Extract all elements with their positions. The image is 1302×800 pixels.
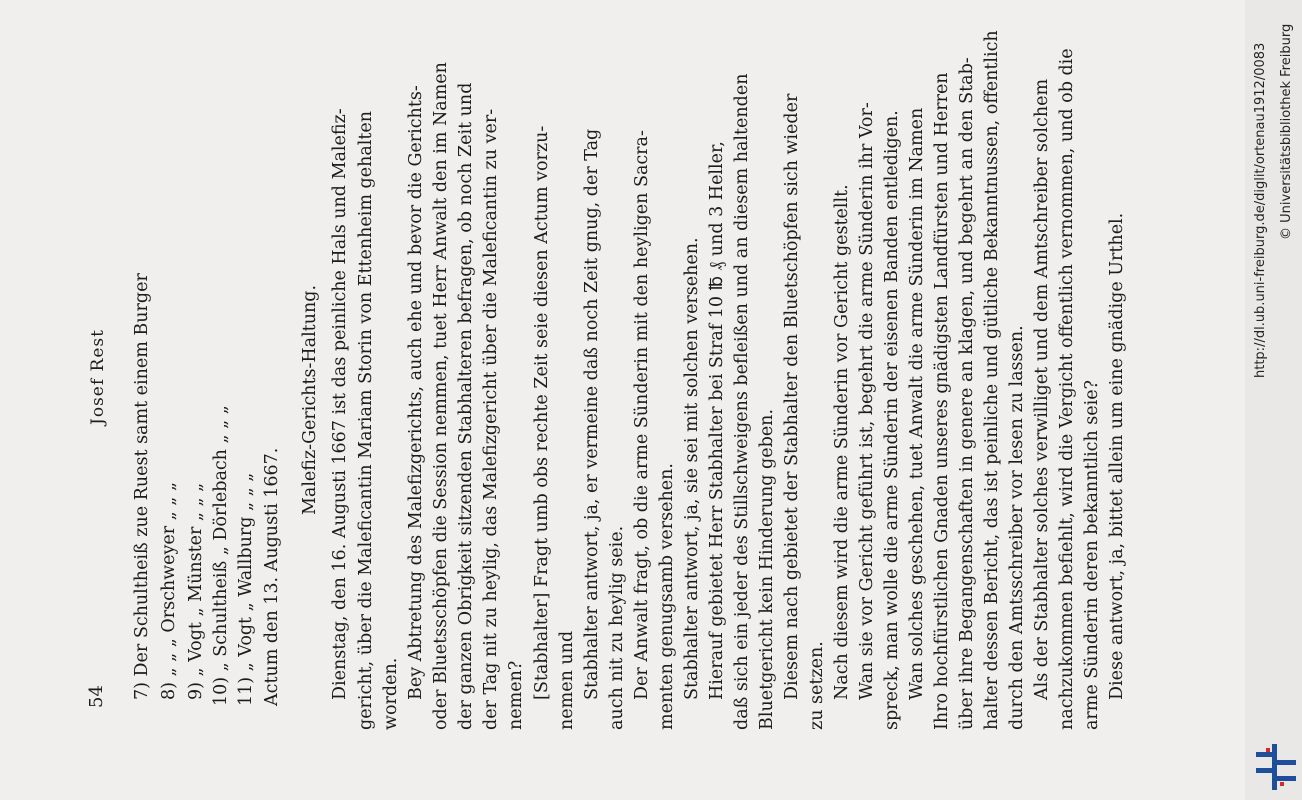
- text-line: spreck, man wolle die arme Sünderin der eisenen Banden entledigen.: [882, 110, 902, 730]
- text-line: über ihre Begangenschaften in genere an klagen, und begehrt an den Stab-: [957, 57, 977, 730]
- text-line: Diesem nach gebietet der Stabhalter den Bluetschöpfen sich wieder: [782, 93, 802, 700]
- text-line: oder Bluetsschöpfen die Session nemmen, tuet Herr Anwalt den im Namen: [431, 62, 451, 730]
- text-line: 11) „ Vogt „ Wallburg „ „ „: [236, 472, 256, 706]
- text-line: Wan sie vor Gericht geführt ist, begehrt die arme Sünderin ihr Vor-: [857, 102, 877, 700]
- text-line: Nach diesem wird die arme Sünderin vor Gericht gestellt.: [832, 184, 852, 700]
- text-line: der ganzen Obrigkeit sitzenden Stabhalteren befragen, ob noch Zeit und: [456, 82, 476, 730]
- text-line: 8) „ „ „ Orschweyer „ „ „: [159, 481, 179, 700]
- text-line: halter dessen Bericht, das ist peinliche und gütliche Bekanntnussen, offentlich: [982, 30, 1002, 730]
- text-line: Als der Stabhalter solches verwilliget und dem Amtschreiber solchem: [1032, 78, 1052, 700]
- text-line: Der Anwalt fragt, ob die arme Sünderin mit den heyligen Sacra-: [632, 130, 652, 700]
- text-line: Diese antwort, ja, bittet allein um eine gnädige Urthel.: [1107, 212, 1127, 700]
- text-line: nachzukommen befiehlt, wird die Vergicht offentlich vernommen, und ob die: [1057, 48, 1077, 730]
- text-line: Bluetgericht kein Hinderung geben.: [757, 408, 777, 730]
- text-line: [Stabhalter] Fragt umb obs rechte Zeit seie diesen Actum vorzu-: [532, 125, 552, 700]
- text-line: Stabhalter antwort, ja, er vermeine daß noch Zeit gnug, der Tag: [582, 128, 602, 700]
- text-line: 9) „ Vogt „ Münster „ „ „: [186, 482, 206, 700]
- ub-freiburg-logo-icon: [1256, 744, 1296, 790]
- text-line: arme Sünderin deren bekanntlich seie?: [1082, 380, 1102, 730]
- text-line: daß sich ein jeder des Stillschweigens befleißen und an diesem haltenden: [732, 73, 752, 730]
- text-line: auch nit zu heylig seie.: [607, 525, 627, 730]
- text-line: 7) Der Schultheiß zue Ruest samt einem Burger: [132, 273, 152, 700]
- text-line: Dienstag, den 16. Augusti 1667 ist das peinliche Hals und Malefiz-: [330, 108, 350, 700]
- text-line: durch den Amtsschreiber vor lesen zu lassen.: [1007, 325, 1027, 730]
- text-line: Stabhalter antwort, ja, sie sei mit solchen versehen.: [682, 237, 702, 700]
- text-line: menten genugsamb versehen.: [657, 463, 677, 730]
- text-line: gericht, über die Maleficantin Mariam Storin von Ettenheim gehalten: [356, 110, 376, 730]
- text-line: 10) „ Schultheiß „ Dörlebach „ „ „: [211, 405, 231, 706]
- text-line: Hierauf gebietet Herr Stabhalter bei Straf 10 ℔ ₰ und 3 Heller,: [707, 141, 727, 700]
- text-line: nemen?: [506, 660, 526, 730]
- text-line: worden.: [381, 657, 401, 730]
- copyright-notice: © Universitätsbibliothek Freiburg: [1279, 23, 1294, 240]
- source-url-link[interactable]: http://dl.ub.uni-freiburg.de/diglit/ortenau1912/0083: [1253, 42, 1268, 378]
- section-heading: Malefiz-Gerichts-Haltung.: [300, 284, 320, 516]
- running-head: Josef Rest: [88, 329, 108, 425]
- text-line: nemen und: [557, 630, 577, 730]
- text-line: Bey Abtretung des Malefizgerichts, auch ehe und bevor die Gerichts-: [406, 85, 426, 700]
- text-line: Actum den 13. Augusti 1667.: [262, 447, 282, 706]
- text-line: Wan solches geschehen, tuet Anwalt die arme Sünderin im Namen: [907, 107, 927, 700]
- text-line: Ihro hochfürstlichen Gnaden unseres gnädigsten Landfürsten und Herren: [932, 72, 952, 730]
- page-number: 54: [86, 685, 107, 708]
- text-line: zu setzen.: [807, 641, 827, 730]
- text-line: der Tag nit zu heylig, das Malefizgericht über die Maleficantin zu ver-: [481, 108, 501, 730]
